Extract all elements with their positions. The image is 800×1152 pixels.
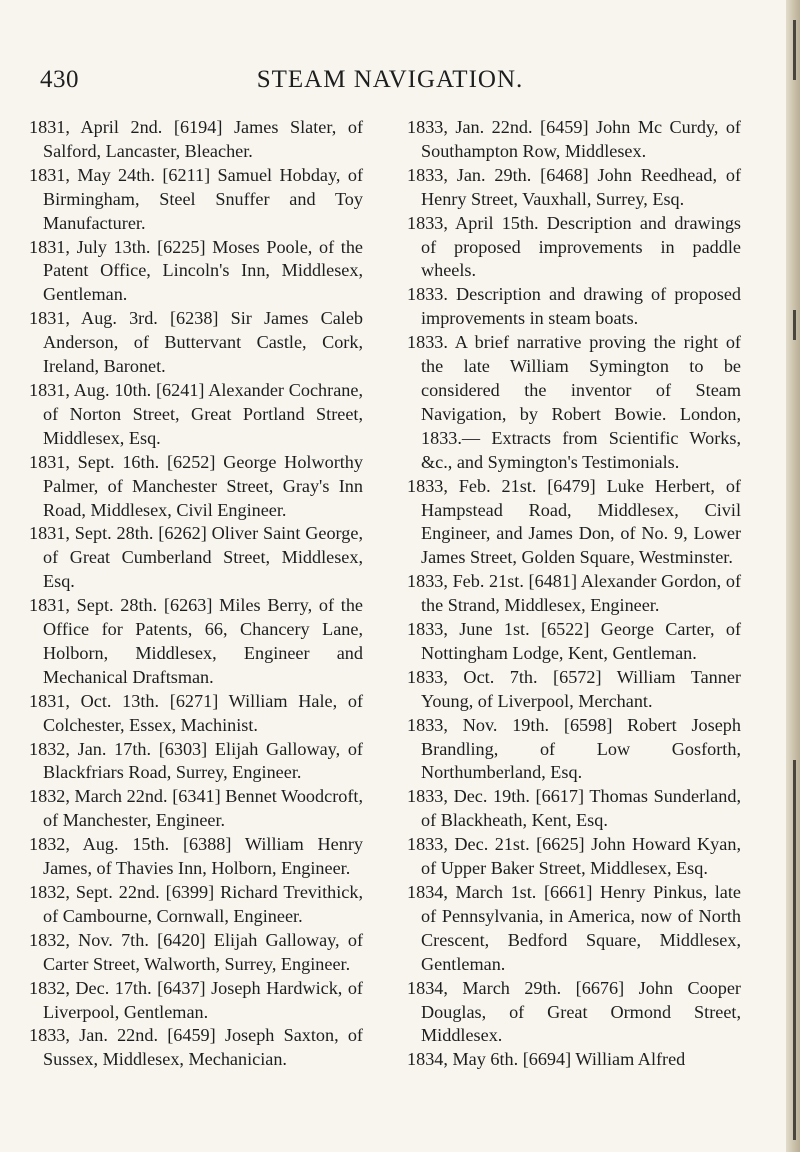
patent-entry: 1834, March 1st. [6661] Henry Pinkus, late of Pennsylvania, in America, now of North Crescent, Bedford Square, Middlesex, Gentleman. — [407, 882, 741, 974]
patent-entry: 1833. Description and drawing of proposed improvements in steam boats. — [407, 284, 741, 329]
patent-entry: 1833, Jan. 22nd. [6459] John Mc Curdy, of Southampton Row, Middlesex. — [407, 117, 741, 161]
patent-entry: 1833, Oct. 7th. [6572] William Tanner Young, of Liverpool, Merchant. — [407, 666, 741, 711]
patent-entry: 1831, Sept. 28th. [6263] Miles Berry, of the Office for Patents, 66, Chancery Lane, Holborn, Middlesex, Engineer and Mechanical Draftsman. — [29, 595, 363, 687]
patent-entry: 1831, Aug. 3rd. [6238] Sir James Caleb Anderson, of Buttervant Castle, Cork, Ireland, Baronet. — [29, 308, 363, 377]
patent-entry: 1832, Jan. 17th. [6303] Elijah Galloway, of Blackfriars Road, Surrey, Engineer. — [29, 738, 363, 783]
patent-entry: 1832, Sept. 22nd. [6399] Richard Trevithick, of Cambourne, Cornwall, Engineer. — [29, 882, 363, 926]
patent-entry: 1833, Dec. 19th. [6617] Thomas Sunderland, of Blackheath, Kent, Esq. — [407, 786, 741, 831]
patent-entry: 1831, Aug. 10th. [6241] Alexander Cochrane, of Norton Street, Great Portland Street, Middlesex, Esq. — [29, 379, 363, 448]
page-header — [40, 66, 740, 102]
patent-entry: 1833, Jan. 29th. [6468] John Reedhead, of Henry Street, Vauxhall, Surrey, Esq. — [407, 164, 741, 209]
patent-entry: 1833, June 1st. [6522] George Carter, of Nottingham Lodge, Kent, Gentleman. — [407, 619, 741, 663]
patent-entry: 1834, March 29th. [6676] John Cooper Douglas, of Great Ormond Street, Middlesex. — [407, 977, 741, 1046]
patent-entry: 1833, Feb. 21st. [6481] Alexander Gordon, of the Strand, Middlesex, Engineer. — [407, 571, 741, 616]
patent-entry: 1833. A brief narrative proving the right of the late William Symington to be considered the inventor of Steam Navigation, by Robert Bowie. London, 1833.— Extracts from Scientific Works, &c., and Symington's Testimonials. — [407, 332, 741, 472]
patent-entry: 1831, May 24th. [6211] Samuel Hobday, of Birmingham, Steel Snuffer and Toy Manufacturer. — [29, 164, 363, 233]
patent-entry: 1832, March 22nd. [6341] Bennet Woodcroft, of Manchester, Engineer. — [29, 786, 363, 831]
patent-entry: 1833, Jan. 22nd. [6459] Joseph Saxton, of Sussex, Middlesex, Mechanician. — [29, 1025, 363, 1070]
patent-entry: 1833, Nov. 19th. [6598] Robert Joseph Brandling, of Low Gosforth, Northumberland, Esq. — [407, 714, 741, 783]
patent-entry: 1832, Dec. 17th. [6437] Joseph Hardwick, of Liverpool, Gentleman. — [29, 977, 363, 1022]
patent-entry: 1832, Nov. 7th. [6420] Elijah Galloway, of Carter Street, Walworth, Surrey, Engineer. — [29, 929, 363, 974]
page-edge — [786, 0, 800, 1152]
page-number: 430 — [40, 66, 79, 93]
patent-entry: 1831, April 2nd. [6194] James Slater, of Salford, Lancaster, Bleacher. — [29, 117, 363, 161]
patent-entry: 1832, Aug. 15th. [6388] William Henry James, of Thavies Inn, Holborn, Engineer. — [29, 834, 363, 879]
patent-entry: 1831, Sept. 16th. [6252] George Holworthy Palmer, of Manchester Street, Gray's Inn Road, Middlesex, Civil Engineer. — [29, 451, 363, 520]
patent-entry: 1831, Oct. 13th. [6271] William Hale, of Colchester, Essex, Machinist. — [29, 690, 363, 735]
patent-entry: 1833, Feb. 21st. [6479] Luke Herbert, of Hampstead Road, Middlesex, Civil Engineer, and James Don, of No. 9, Lower James Street, Golden Square, Westminster. — [407, 475, 741, 568]
running-head: STEAM NAVIGATION. — [256, 66, 524, 93]
patent-entry: 1831, July 13th. [6225] Moses Poole, of the Patent Office, Lincoln's Inn, Middlesex, Gentleman. — [29, 236, 363, 305]
patent-entry: 1834, May 6th. [6694] William Alfred — [407, 1049, 686, 1070]
edge-mark — [793, 310, 796, 340]
left-column — [29, 116, 363, 1072]
right-column — [407, 116, 741, 1072]
patent-entry: 1831, Sept. 28th. [6262] Oliver Saint George, of Great Cumberland Street, Middlesex, Esq. — [29, 523, 363, 592]
edge-mark — [793, 760, 796, 1140]
patent-entry: 1833, April 15th. Description and drawings of proposed improvements in paddle wheels. — [407, 212, 741, 281]
edge-mark — [793, 20, 796, 80]
patent-entry: 1833, Dec. 21st. [6625] John Howard Kyan, of Upper Baker Street, Middlesex, Esq. — [407, 834, 741, 879]
